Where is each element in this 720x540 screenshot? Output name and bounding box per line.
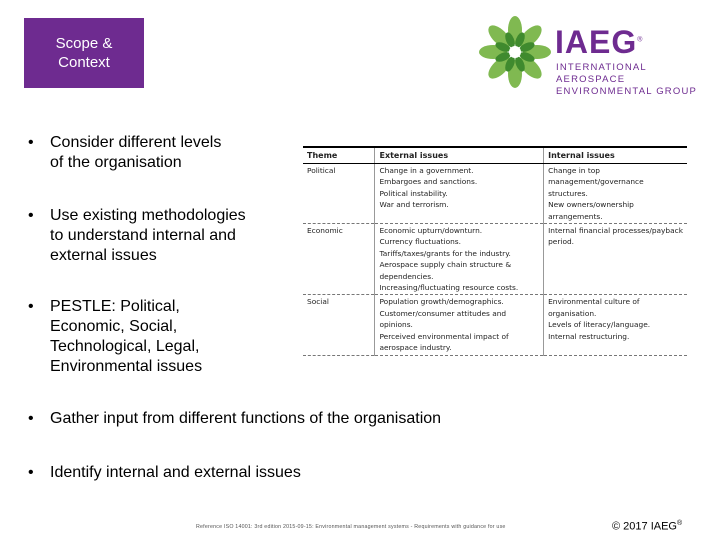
internal-cell: Internal financial processes/payback period. — [544, 224, 687, 295]
reference-footnote: Reference ISO 14001: 3rd edition 2015-09-15: Environmental management systems - Requirements with guidance for use — [196, 524, 506, 530]
bullet-gather-input — [50, 409, 441, 429]
bullet-line: PESTLE: Political, — [50, 298, 180, 315]
table-header-row — [303, 147, 687, 164]
bullet-line: of the organisation — [50, 154, 182, 171]
bullet-line: Use existing methodologies — [50, 207, 246, 224]
bullet-line: Identify internal and external issues — [50, 464, 301, 481]
column-header-external: External issues — [375, 147, 544, 164]
pestle-table — [303, 146, 687, 356]
logo-subtitle-line2: ENVIRONMENTAL GROUP — [556, 86, 698, 97]
theme-cell: Economic — [303, 224, 375, 295]
column-header-internal: Internal issues — [544, 147, 687, 164]
section-title-line1: Scope & — [55, 35, 113, 52]
bullet-marker: • — [28, 207, 34, 224]
bullet-marker: • — [28, 464, 34, 481]
bullet-line: to understand internal and — [50, 227, 236, 244]
bullet-marker: • — [28, 134, 34, 151]
table-row — [303, 164, 687, 224]
bullet-pestle — [50, 297, 202, 377]
internal-cell: Change in top management/governance structures. New owners/ownership arrangements. — [544, 164, 687, 224]
table-row — [303, 224, 687, 295]
external-cell: Population growth/demographics. Customer/consumer attitudes and opinions. Perceived environmental impact of aerospace industry. — [375, 295, 544, 355]
flower-icon — [475, 12, 555, 92]
bullet-line: Technological, Legal, — [50, 338, 200, 355]
logo-subtitle — [556, 62, 715, 98]
bullet-line: Gather input from different functions of the organisation — [50, 410, 442, 427]
bullet-consider-levels — [50, 133, 221, 173]
iaeg-logo — [475, 12, 715, 97]
column-header-theme: Theme — [303, 147, 375, 164]
bullet-line: Economic, Social, — [50, 318, 178, 335]
section-title-box — [24, 18, 144, 88]
bullet-marker: • — [28, 298, 34, 315]
logo-subtitle-line1: INTERNATIONAL AEROSPACE — [556, 62, 647, 85]
bullet-identify-issues — [50, 463, 301, 483]
copyright-notice: © 2017 IAEG® — [612, 520, 683, 533]
bullet-line: Environmental issues — [50, 358, 203, 375]
bullet-line: Consider different levels — [50, 134, 222, 151]
logo-registered-mark: ® — [637, 36, 644, 44]
logo-wordmark: IAEG® — [555, 24, 644, 60]
theme-cell: Political — [303, 164, 375, 224]
external-cell: Change in a government. Embargoes and sanctions. Political instability. War and terrorism. — [375, 164, 544, 224]
external-cell: Economic upturn/downturn. Currency fluctuations. Tariffs/taxes/grants for the industry. Aerospace supply chain structure & dependencies. Increasing/fluctuating resource costs. — [375, 224, 544, 295]
pestle-table-image — [300, 140, 692, 356]
theme-cell: Social — [303, 295, 375, 355]
copyright-registered-mark: ® — [676, 520, 683, 527]
internal-cell: Environmental culture of organisation. Levels of literacy/language. Internal restructuring. — [544, 295, 687, 355]
bullet-marker: • — [28, 410, 34, 427]
bullet-methodologies — [50, 206, 246, 266]
bullet-line: external issues — [50, 247, 157, 264]
section-title-line2: Context — [58, 54, 110, 71]
table-row — [303, 295, 687, 355]
